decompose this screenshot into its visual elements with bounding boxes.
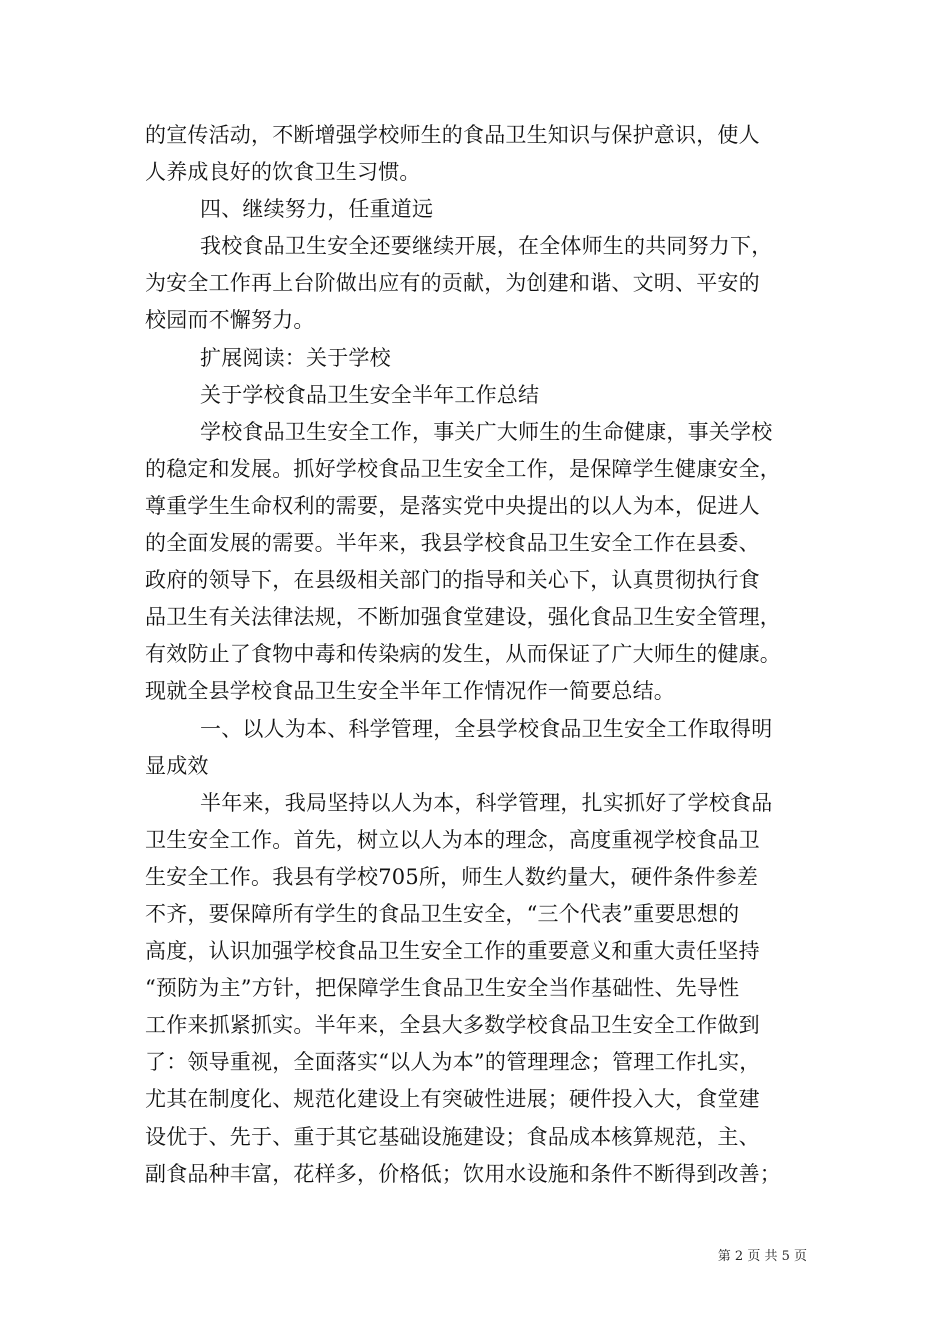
text-line: “预防为主”方针，把保障学生食品卫生安全当作基础性、先导性	[145, 976, 740, 1001]
document-body	[145, 117, 810, 1193]
text-line: 工作来抓紧抓实。半年来，全县大多数学校食品卫生安全工作做到	[145, 1013, 760, 1038]
text-line: 政府的领导下，在县级相关部门的指导和关心下，认真贯彻执行食	[145, 568, 760, 593]
text-line: 扩展阅读：关于学校	[200, 345, 391, 370]
text-line: 了：领导重视，全面落实“以人为本”的管理理念；管理工作扎实，	[145, 1050, 761, 1075]
text-line: 我校食品卫生安全还要继续开展，在全体师生的共同努力下，	[200, 234, 773, 259]
text-line: 校园而不懈努力。	[145, 308, 315, 333]
text-line: 显成效	[145, 753, 209, 778]
text-line: 生安全工作。我县有学校705所，师生人数约量大，硬件条件参差	[145, 864, 759, 889]
page-number: 第 2 页 共 5 页	[717, 1249, 807, 1264]
text-line: 的全面发展的需要。半年来，我县学校食品卫生安全工作在县委、	[145, 531, 760, 556]
text-line: 尊重学生生命权利的需要，是落实党中央提出的以人为本，促进人	[145, 493, 760, 518]
text-line: 一、以人为本、科学管理，全县学校食品卫生安全工作取得明	[200, 716, 773, 741]
text-line: 人养成良好的饮食卫生习惯。	[145, 160, 421, 185]
text-line: 为安全工作再上台阶做出应有的贡献，为创建和谐、文明、平安的	[145, 271, 760, 296]
text-line: 关于学校食品卫生安全半年工作总结	[200, 382, 540, 407]
text-line: 的宣传活动，不断增强学校师生的食品卫生知识与保护意识，使人	[145, 123, 760, 147]
text-line: 不齐，要保障所有学生的食品卫生安全，“三个代表”重要思想的	[145, 901, 740, 926]
text-line: 四、继续努力，任重道远	[200, 197, 434, 222]
text-line: 卫生安全工作。首先，树立以人为本的理念，高度重视学校食品卫	[145, 827, 760, 852]
text-line: 有效防止了食物中毒和传染病的发生，从而保证了广大师生的健康。	[145, 642, 781, 667]
text-line: 高度，认识加强学校食品卫生安全工作的重要意义和重大责任坚持	[145, 939, 760, 964]
text-line: 设优于、先于、重于其它基础设施建设；食品成本核算规范，主、	[145, 1124, 760, 1149]
text-line: 尤其在制度化、规范化建设上有突破性进展；硬件投入大，食堂建	[145, 1087, 760, 1112]
text-line: 半年来，我局坚持以人为本，科学管理，扎实抓好了学校食品	[200, 790, 773, 815]
text-line: 副食品种丰富，花样多，价格低；饮用水设施和条件不断得到改善；	[145, 1161, 781, 1186]
text-line: 品卫生有关法律法规，不断加强食堂建设，强化食品卫生安全管理，	[145, 605, 781, 630]
text-line: 的稳定和发展。抓好学校食品卫生安全工作，是保障学生健康安全，	[145, 456, 781, 481]
text-line: 学校食品卫生安全工作，事关广大师生的生命健康，事关学校	[200, 419, 773, 444]
text-line: 现就全县学校食品卫生安全半年工作情况作一简要总结。	[145, 679, 675, 704]
